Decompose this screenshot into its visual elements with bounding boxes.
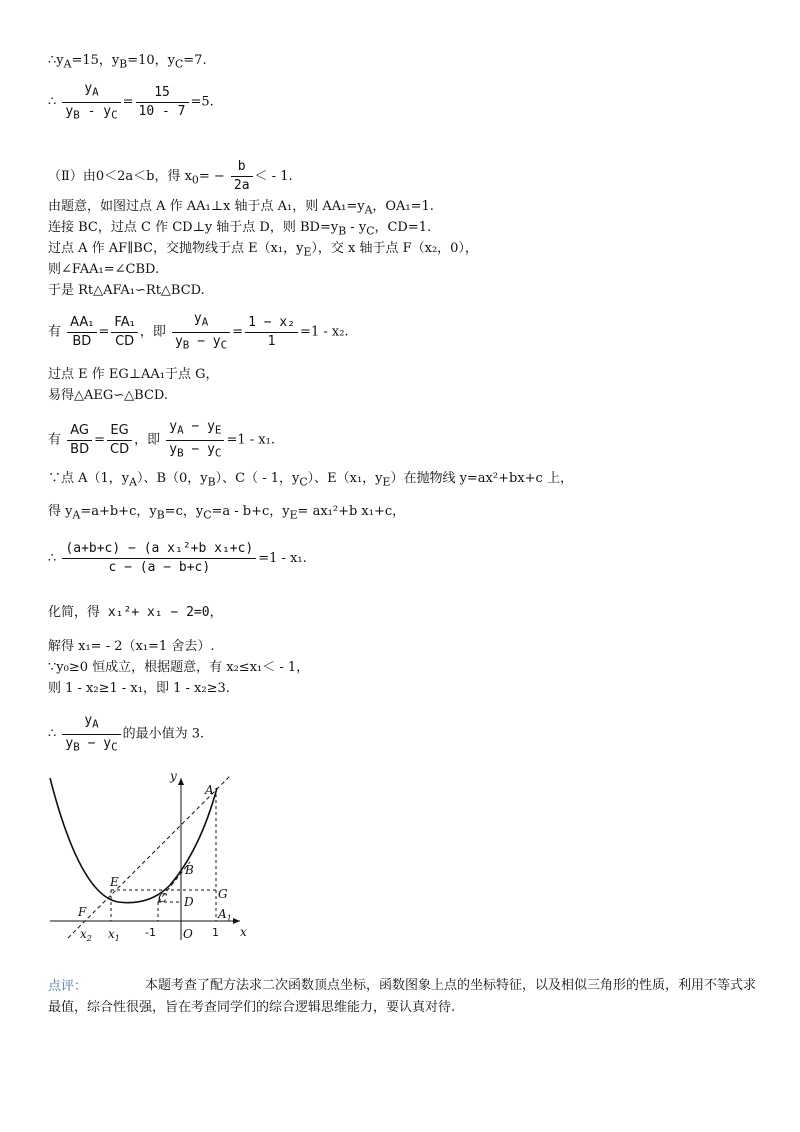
line-10: 过点 E 作 EG⊥AA₁于点 G， <box>48 367 219 382</box>
a1-letter: A <box>218 907 227 921</box>
label-g: G <box>218 887 228 901</box>
text: ∴y <box>48 53 64 68</box>
text: =1 - x₂. <box>300 324 349 340</box>
line-ratio-value <box>48 80 214 124</box>
line-13 <box>48 470 573 492</box>
text: ，即 <box>134 432 161 448</box>
text: = <box>122 94 134 110</box>
text: 15 <box>154 84 170 100</box>
fraction <box>62 540 256 577</box>
sub: C <box>366 224 375 238</box>
text: FA₁ <box>114 314 135 330</box>
text: 1 <box>245 332 298 351</box>
fraction <box>62 712 120 756</box>
fraction <box>166 418 224 462</box>
text: ∴ <box>48 94 57 110</box>
comment-text <box>48 975 756 1019</box>
sub: A <box>92 717 99 731</box>
sub: C <box>203 508 212 522</box>
label-x2 <box>80 927 92 943</box>
text: =1 - x₁. <box>226 432 275 448</box>
sub: A <box>364 203 373 217</box>
text: 有 <box>48 324 62 340</box>
fraction <box>111 314 137 351</box>
sub: C <box>299 475 308 489</box>
fraction <box>107 422 132 459</box>
text: y <box>193 311 202 326</box>
line-8: 于是 Rt△AFA₁∽Rt△BCD. <box>48 283 205 298</box>
text: ∴ <box>48 726 57 742</box>
x-axis-arrow <box>233 918 240 924</box>
text: ，OA₁=1. <box>372 199 434 214</box>
text: =c，y <box>164 504 204 519</box>
sub: A <box>129 475 137 489</box>
text: 2a <box>231 176 253 195</box>
line-6 <box>48 240 478 262</box>
fraction <box>231 158 253 195</box>
text: =15，y <box>71 53 120 68</box>
text: = ax₁²+b x₁+c， <box>297 504 406 519</box>
text: =a - b+c，y <box>211 504 290 519</box>
text: BD <box>67 332 96 351</box>
text: y <box>174 333 183 349</box>
text: 10 - 7 <box>136 102 189 121</box>
comment-label: 点评： <box>48 979 88 994</box>
label-o: O <box>183 927 193 941</box>
y-axis-arrow <box>178 778 184 785</box>
line-part-two <box>48 158 293 195</box>
text: ∵点 A（1，y <box>48 471 130 486</box>
text: （Ⅱ）由0＜2a＜b，得 x <box>48 169 192 184</box>
text: BD <box>67 440 92 459</box>
label-d: D <box>184 895 194 909</box>
label-f: F <box>78 905 87 919</box>
line-5 <box>48 219 431 241</box>
sub: C <box>220 338 228 352</box>
fraction <box>67 314 96 351</box>
label-x: x <box>240 925 247 939</box>
sub: A <box>92 85 99 99</box>
sub: B <box>73 108 80 122</box>
sub: A <box>63 57 72 71</box>
label-y: y <box>170 770 177 783</box>
text: - y <box>79 103 112 119</box>
text: =10，y <box>127 53 175 68</box>
line-7: 则∠FAA₁=∠CBD. <box>48 262 160 277</box>
line-4 <box>48 198 434 220</box>
text: AA₁ <box>70 314 94 330</box>
text: y <box>169 441 178 457</box>
fraction <box>67 422 92 459</box>
parabola-figure <box>40 770 260 950</box>
text: y <box>84 713 93 728</box>
fraction <box>245 314 298 351</box>
text: − y <box>183 441 215 457</box>
sub: E <box>382 475 391 489</box>
text: ＜ - 1. <box>254 169 293 184</box>
x2-letter: x <box>80 927 87 941</box>
line-fea <box>68 776 230 938</box>
label-a: A <box>205 783 214 797</box>
text: =7. <box>183 53 207 68</box>
text: − y <box>189 333 221 349</box>
label-minus-one: -1 <box>145 926 156 939</box>
text: ）、B（0，y <box>136 471 208 486</box>
text: y <box>65 103 74 119</box>
text: CD <box>107 440 132 459</box>
text: y <box>84 81 93 96</box>
sub: C <box>174 57 184 71</box>
text: = <box>232 324 244 340</box>
label-a1 <box>217 907 232 923</box>
text: ，CD=1. <box>374 220 432 235</box>
sub: B <box>177 446 184 460</box>
sub: A <box>72 508 81 522</box>
text: 过点 A 作 AF∥BC，交抛物线于点 E（x₁，y <box>48 241 304 256</box>
line-18: ∵y₀≥0 恒成立，根据题意，有 x₂≤x₁＜ - 1， <box>48 660 310 675</box>
line-15-fraction <box>48 540 307 577</box>
text: ，即 <box>139 324 166 340</box>
sub: B <box>338 224 347 238</box>
text: c − (a − b+c) <box>62 558 256 577</box>
text: 由题意，如图过点 A 作 AA₁⊥x 轴于点 A₁，则 AA₁=y <box>48 199 365 214</box>
text: ），交 x 轴于点 F（x₂，0）， <box>311 241 478 256</box>
text: - y <box>346 220 367 235</box>
line-ya-yb-yc <box>48 52 207 74</box>
text: = − <box>198 169 225 184</box>
text: ）、C（ - 1，y <box>215 471 300 486</box>
x1-sub: 1 <box>114 934 120 943</box>
sub: C <box>111 740 118 754</box>
x1-letter: x <box>108 927 115 941</box>
text: = <box>98 324 110 340</box>
text: EG <box>110 422 129 438</box>
label-one: 1 <box>212 926 219 939</box>
fraction <box>172 310 230 354</box>
sub: A <box>177 423 184 437</box>
parabola-curve <box>50 778 217 903</box>
sub: C <box>111 108 118 122</box>
line-11: 易得△AEG∽△BCD. <box>48 388 168 403</box>
text: AG <box>70 422 89 438</box>
sub: C <box>214 446 222 460</box>
sub: B <box>156 508 165 522</box>
text: y <box>65 735 74 751</box>
line-16: 化简，得 x₁²+ x₁ − 2=0， <box>48 605 223 620</box>
text: − y <box>79 735 112 751</box>
fraction <box>136 84 189 121</box>
text: b <box>237 159 246 174</box>
sub: 0 <box>191 173 199 187</box>
label-e: E <box>110 875 119 889</box>
text: 1 − x₂ <box>248 314 296 330</box>
text: y <box>169 419 178 434</box>
line-12-fractions <box>48 418 275 462</box>
label-x1 <box>108 927 120 943</box>
text: − y <box>183 419 215 434</box>
sub: B <box>73 740 80 754</box>
text: 连接 BC，过点 C 作 CD⊥y 轴于点 D，则 BD=y <box>48 220 339 235</box>
sub: E <box>289 508 298 522</box>
comment-body: 本题考查了配方法求二次函数顶点坐标，函数图象上点的坐标特征，以及相似三角形的性质，利用不等式求最值，综合性很强，旨在考查同学们的综合逻辑思维能力，要认真对待. <box>48 978 757 1015</box>
line-17: 解得 x₁= - 2（x₁=1 舍去）. <box>48 639 215 654</box>
sub: A <box>201 315 209 329</box>
line-19: 则 1 - x₂≥1 - x₁，即 1 - x₂≥3. <box>48 681 230 696</box>
text: 得 y <box>48 504 73 519</box>
text: 有 <box>48 432 62 448</box>
line-20-minimum <box>48 712 204 756</box>
text: =a+b+c，y <box>80 504 157 519</box>
fraction <box>62 80 120 124</box>
text: 的最小值为 3. <box>122 726 205 742</box>
text: ∴ <box>48 551 57 566</box>
text: (a+b+c) − (a x₁²+b x₁+c) <box>65 541 254 556</box>
sub: B <box>207 475 216 489</box>
sub: E <box>303 245 312 259</box>
sub: B <box>119 57 128 71</box>
sub: E <box>214 423 222 437</box>
line-9-fractions <box>48 310 349 354</box>
a1-sub: 1 <box>226 914 232 923</box>
text: ）、E（x₁，y <box>307 471 383 486</box>
sub: B <box>182 338 190 352</box>
text: ）在抛物线 y=ax²+bx+c 上， <box>390 471 573 486</box>
x2-sub: 2 <box>86 934 92 943</box>
text: CD <box>111 332 137 351</box>
label-b: B <box>185 863 194 877</box>
text: =5. <box>190 94 214 110</box>
label-c: C <box>158 891 168 905</box>
line-14 <box>48 503 405 525</box>
text: = <box>94 432 105 448</box>
text: =1 - x₁. <box>258 551 307 566</box>
